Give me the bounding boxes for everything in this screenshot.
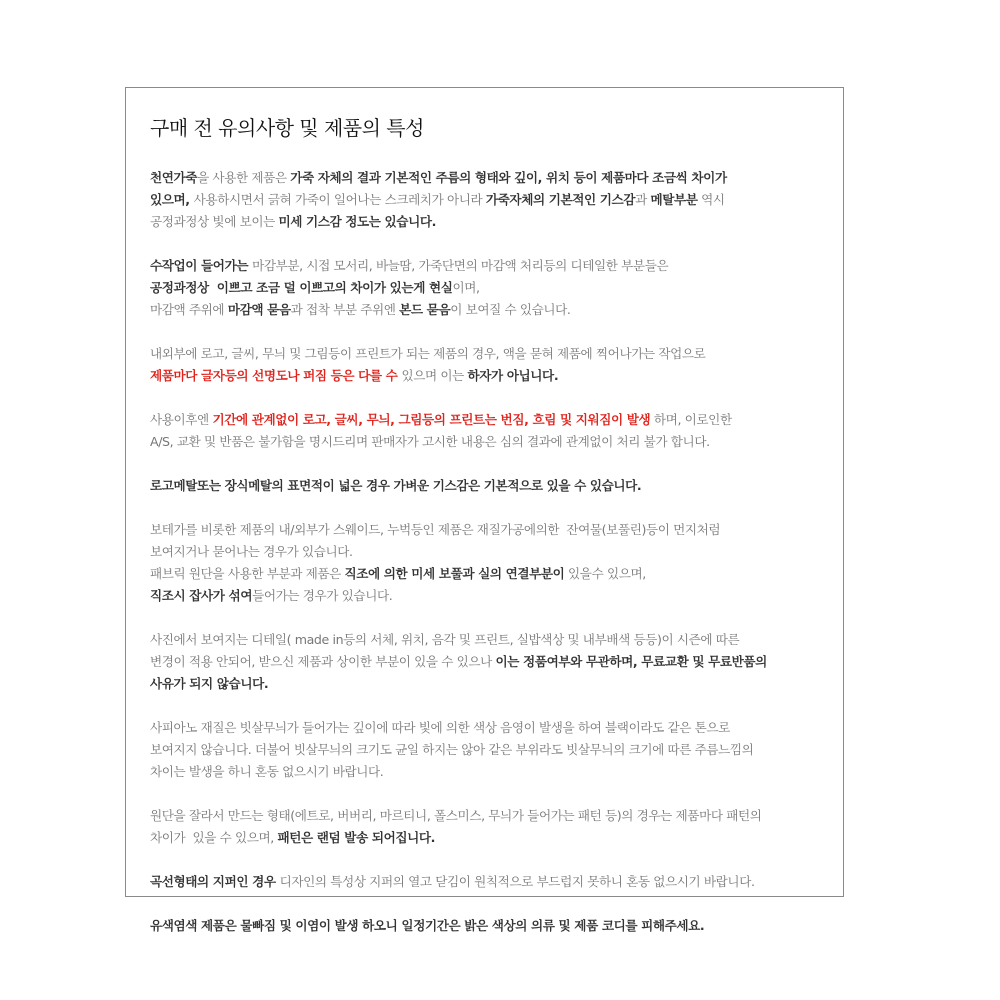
notice-paragraph <box>150 915 830 937</box>
body-text: 사진에서 보여지는 디테일( made in등의 서체, 위치, 음각 및 프린트, 실밥색상 및 내부배색 등등)이 시즌에 따른 <box>150 632 740 647</box>
emphasis-text: 천연가죽 <box>150 170 198 185</box>
body-text: 공정과정상 빛에 보이는 <box>150 214 279 229</box>
notice-paragraph <box>150 167 830 233</box>
warning-text: 기간에 관계없이 로고, 글씨, 무늬, 그림등의 프린트는 번짐, 흐림 및 지워짐이 발생 <box>212 412 651 427</box>
body-text: 차이가 있을 수 있으며, <box>150 830 278 845</box>
body-text: 보여지거나 묻어나는 경우가 있습니다. <box>150 544 353 559</box>
notice-line <box>150 915 830 937</box>
notice-line <box>150 827 830 849</box>
notice-paragraph <box>150 805 830 849</box>
notice-paragraph <box>150 519 830 607</box>
notice-line <box>150 761 830 783</box>
notice-paragraph <box>150 255 830 321</box>
emphasis-text: 사유가 되지 않습니다. <box>150 676 269 691</box>
page-title: 구매 전 유의사항 및 제품의 특성 <box>150 116 424 140</box>
notice-paragraph <box>150 629 830 695</box>
emphasis-text: 하자가 아닙니다. <box>467 368 559 383</box>
body-text: 사용이후엔 <box>150 412 213 427</box>
body-text: 있을수 있으며, <box>564 566 646 581</box>
emphasis-text: 공정과정상 이쁘고 조금 덜 이쁘고의 차이가 있는게 현실 <box>150 280 453 295</box>
body-text: 원단을 잘라서 만드는 형태(에트로, 버버리, 마르티니, 폴스미스, 무늬가 들어가는 패턴 등)의 경우는 제품마다 패턴의 <box>150 808 762 823</box>
warning-text: 제품마다 글자등의 선명도나 퍼짐 등은 다를 수 <box>150 368 402 383</box>
body-text: 하며, 이로인한 <box>650 412 732 427</box>
body-text: 을 사용한 제품은 <box>197 170 291 185</box>
emphasis-text: 마감액 묻음 <box>227 302 291 317</box>
emphasis-text: 있으며, <box>150 192 194 207</box>
body-text: A/S, 교환 및 반품은 불가함을 명시드리며 판매자가 고시한 내용은 심의 결과에 관계없이 처리 불가 합니다. <box>150 434 710 449</box>
emphasis-text: 패턴은 랜덤 발송 되어집니다. <box>277 830 436 845</box>
notice-line <box>150 805 830 827</box>
body-text: 마감액 주위에 <box>150 302 228 317</box>
notice-line <box>150 211 830 233</box>
notice-line <box>150 673 830 695</box>
notice-line <box>150 585 830 607</box>
body-text: 과 <box>635 192 651 207</box>
notice-content <box>150 167 830 959</box>
notice-line <box>150 189 830 211</box>
body-text: 이며, <box>452 280 480 295</box>
body-text: 사피아노 재질은 빗살무늬가 들어가는 깊이에 따라 빛에 의한 색상 음영이 발생을 하여 블랙이라도 같은 톤으로 <box>150 720 730 735</box>
emphasis-text: 곡선형태의 지퍼인 경우 <box>150 874 280 889</box>
emphasis-text: 수작업이 들어가는 <box>150 258 253 273</box>
body-text: 과 접착 부분 주위엔 <box>290 302 400 317</box>
body-text: 이 보여질 수 있습니다. <box>450 302 571 317</box>
emphasis-text: 직조시 잡사가 섞여 <box>150 588 253 603</box>
body-text: 들어가는 경우가 있습니다. <box>252 588 393 603</box>
notice-line <box>150 365 830 387</box>
emphasis-text: 이는 정품여부와 무관하며, 무료교환 및 무료반품의 <box>495 654 767 669</box>
notice-line <box>150 563 830 585</box>
body-text: 역시 <box>697 192 725 207</box>
notice-line <box>150 167 830 189</box>
notice-line <box>150 255 830 277</box>
notice-line <box>150 739 830 761</box>
notice-paragraph <box>150 343 830 387</box>
notice-paragraph <box>150 409 830 453</box>
notice-line <box>150 431 830 453</box>
notice-paragraph <box>150 717 830 783</box>
notice-line <box>150 475 830 497</box>
body-text: 보여지지 않습니다. 더불어 빗살무늬의 크기도 균일 하지는 않아 같은 부위라도 빗살무늬의 크기에 따른 주름느낌의 <box>150 742 754 757</box>
emphasis-text: 본드 묻음 <box>399 302 451 317</box>
notice-paragraph <box>150 475 830 497</box>
emphasis-text: 가죽자체의 기본적인 기스감 <box>485 192 636 207</box>
emphasis-text: 메탈부분 <box>650 192 698 207</box>
emphasis-text: 가죽 자체의 결과 기본적인 주름의 형태와 깊이, 위치 등이 제품마다 조금씩 차이가 <box>290 170 727 185</box>
notice-line <box>150 629 830 651</box>
notice-line <box>150 651 830 673</box>
notice-line <box>150 343 830 365</box>
emphasis-text: 로고메탈또는 장식메탈의 표면적이 넓은 경우 가벼운 기스감은 기본적으로 있을 수 있습니다. <box>150 478 642 493</box>
body-text: 있으며 이는 <box>401 368 468 383</box>
body-text: 디자인의 특성상 지퍼의 열고 닫김이 원칙적으로 부드럽지 못하니 혼동 없으시기 바랍니다. <box>279 874 755 889</box>
notice-paragraph <box>150 871 830 893</box>
emphasis-text: 유색염색 제품은 물빠짐 및 이염이 발생 하오니 일정기간은 밝은 색상의 의류 및 제품 코디를 피해주세요. <box>150 918 705 933</box>
notice-line <box>150 541 830 563</box>
notice-line <box>150 717 830 739</box>
emphasis-text: 직조에 의한 미세 보풀과 실의 연결부분이 <box>344 566 565 581</box>
notice-line <box>150 299 830 321</box>
emphasis-text: 미세 기스감 정도는 있습니다. <box>278 214 436 229</box>
notice-line <box>150 871 830 893</box>
body-text: 변경이 적용 안되어, 받으신 제품과 상이한 부분이 있을 수 있으나 <box>150 654 496 669</box>
body-text: 사용하시면서 긁혀 가죽이 일어나는 스크레치가 아니라 <box>193 192 486 207</box>
notice-line <box>150 519 830 541</box>
body-text: 패브릭 원단을 사용한 부분과 제품은 <box>150 566 345 581</box>
notice-line <box>150 277 830 299</box>
notice-line <box>150 409 830 431</box>
notice-box <box>125 87 844 933</box>
body-text: 차이는 발생을 하니 혼동 없으시기 바랍니다. <box>150 764 384 779</box>
body-text: 보테가를 비롯한 제품의 내/외부가 스웨이드, 누벅등인 제품은 재질가공에의한 잔여물(보풀린)등이 먼지처럼 <box>150 522 721 537</box>
body-text: 마감부분, 시접 모서리, 바늘땀, 가죽단면의 마감액 처리등의 디테일한 부분들은 <box>252 258 669 273</box>
body-text: 내외부에 로고, 글씨, 무늬 및 그림등이 프린트가 되는 제품의 경우, 액을 묻혀 제품에 찍어나가는 작업으로 <box>150 346 706 361</box>
